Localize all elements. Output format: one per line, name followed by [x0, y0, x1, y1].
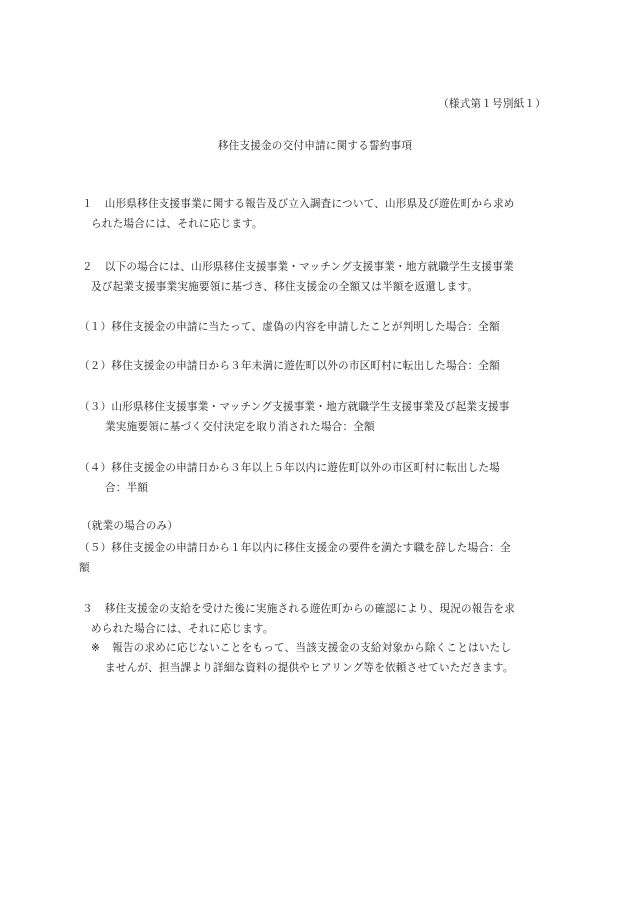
sub-item-3-line-1: （３）山形県移住支援事業・マッチング支援事業・地方就職学生支援事業及び起業支援事 — [79, 401, 510, 413]
sub-item-2: （２）移住支援金の申請日から３年未満に遊佐町以外の市区町村に転出した場合：全額 — [79, 360, 500, 372]
form-number: （様式第１号別紙１） — [438, 98, 546, 110]
note-text: 報告の求めに応じないことをもって、当該支援金の支給対象から除くことはいたし — [112, 642, 512, 654]
sub-item-3-line-2: 業実施要領に基づく交付決定を取り消された場合：全額 — [105, 421, 375, 433]
note-line-1 — [91, 640, 511, 655]
sub-item-4-line-2: 合：半額 — [105, 482, 149, 494]
sub-item-1: （１）移住支援金の申請に当たって、虚偽の内容を申請したことが判明した場合：全額 — [79, 321, 500, 333]
item-3-line-2: められた場合には、それに応じます。 — [91, 623, 274, 635]
item-3-text: 移住支援金の支給を受けた後に実施される遊佐町からの確認により、現況の報告を求 — [104, 603, 515, 615]
note-line-2: ませんが、担当課より詳細な資料の提供やヒアリング等を依頼させていただきます。 — [105, 662, 514, 674]
item-2-line-2: 及び起業支援事業実施要領に基づき、移住支援金の全額又は半額を返還します。 — [91, 281, 479, 293]
item-2-number: ２ — [82, 261, 93, 273]
item-2-line-1 — [82, 259, 514, 274]
item-2-text: 以下の場合には、山形県移住支援事業・マッチング支援事業・地方就職学生支援事業 — [104, 261, 514, 273]
document-title: 移住支援金の交付申請に関する誓約事項 — [217, 140, 413, 152]
employment-only-note: （就業の場合のみ） — [81, 520, 179, 532]
sub-item-5-line-2: 額 — [79, 562, 90, 574]
item-3-number: ３ — [82, 603, 93, 615]
item-1-line-1 — [82, 196, 515, 211]
item-3-line-1 — [82, 601, 515, 616]
sub-item-5-line-1: （５）移住支援金の申請日から１年以内に移住支援金の要件を満たす職を辞した場合：全 — [79, 542, 511, 554]
note-mark: ※ — [91, 642, 101, 654]
sub-item-4-line-1: （４）移住支援金の申請日から３年以上５年以内に遊佐町以外の市区町村に転出した場 — [79, 462, 500, 474]
item-1-number: １ — [82, 198, 93, 210]
item-1-line-2: られた場合には、それに応じます。 — [91, 218, 263, 230]
item-1-text: 山形県移住支援事業に関する報告及び立入調査について、山形県及び遊佐町から求め — [104, 198, 515, 210]
